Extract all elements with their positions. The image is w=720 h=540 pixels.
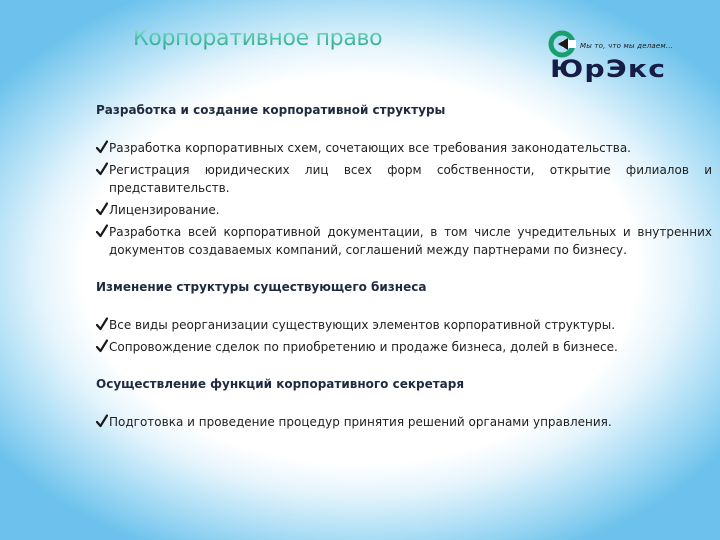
checkmark-icon <box>96 202 108 216</box>
slide-title: Корпоративное право <box>133 26 383 51</box>
list-item <box>96 413 712 431</box>
list-item-text: Лицензирование. <box>109 203 220 217</box>
checkmark-icon <box>96 339 108 353</box>
logo-name: ЮрЭкс <box>550 55 667 83</box>
list-item-text: Подготовка и проведение процедур принятия решений органами управления. <box>109 415 612 429</box>
company-logo <box>548 28 688 83</box>
list-item <box>96 139 712 157</box>
checkmark-icon <box>96 317 108 331</box>
list-item-text: Регистрация юридических лиц всех форм собственности, открытие филиалов и представительств. <box>109 163 712 195</box>
arrow-circle-icon <box>548 30 576 58</box>
checkmark-icon <box>96 162 108 176</box>
bullet-list <box>96 139 712 259</box>
checkmark-icon <box>96 414 108 428</box>
list-item-text: Все виды реорганизации существующих элементов корпоративной структуры. <box>109 318 616 332</box>
checkmark-icon <box>96 224 108 238</box>
section-corporate-structure <box>96 101 712 259</box>
list-item <box>96 201 712 219</box>
list-item <box>96 161 712 197</box>
list-item-text: Разработка корпоративных схем, сочетающих все требования законодательства. <box>109 141 631 155</box>
list-item <box>96 316 712 334</box>
list-item-text: Разработка всей корпоративной документации, в том числе учредительных и внутренних документов создаваемых компаний, соглашений между партнерами по бизнесу. <box>109 225 712 257</box>
checkmark-icon <box>96 140 108 154</box>
section-corporate-secretary <box>96 375 712 431</box>
list-item <box>96 223 712 259</box>
section-restructuring <box>96 278 712 356</box>
section-heading: Разработка и создание корпоративной структуры <box>96 103 446 117</box>
bullet-list <box>96 413 712 431</box>
list-item <box>96 338 712 356</box>
bullet-list <box>96 316 712 356</box>
slide-content <box>96 101 712 435</box>
list-item-text: Сопровождение сделок по приобретению и продаже бизнеса, долей в бизнесе. <box>109 340 618 354</box>
section-heading: Осуществление функций корпоративного секретаря <box>96 377 465 391</box>
section-heading: Изменение структуры существующего бизнеса <box>96 280 427 294</box>
logo-slogan: Мы то, что мы делаем... <box>580 42 674 50</box>
